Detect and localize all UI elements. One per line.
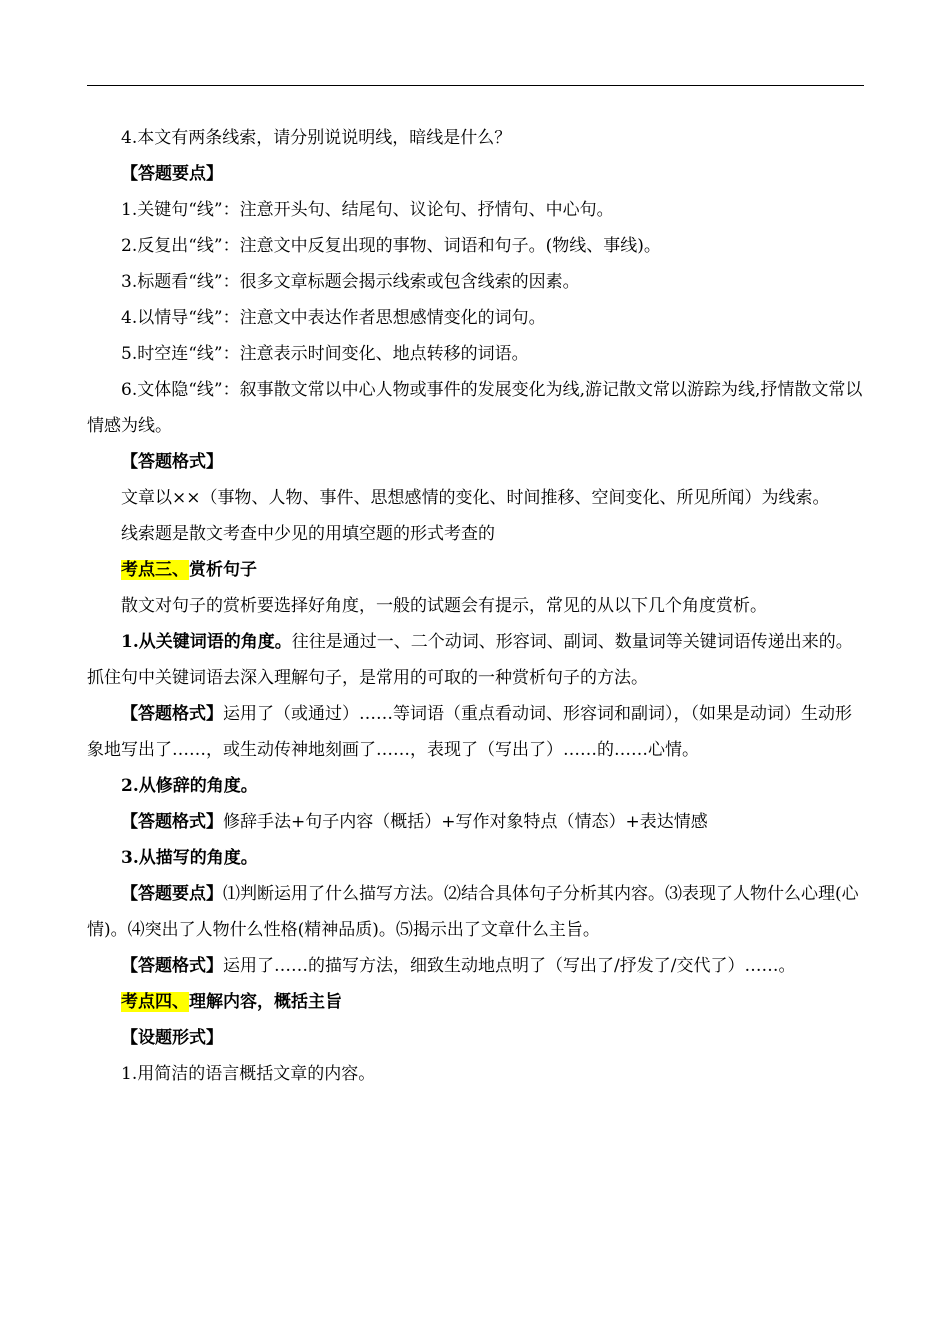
angle-3-points-label: 【答题要点】 [121, 884, 223, 904]
point-3: 3.标题看“线”：很多文章标题会揭示线索或包含线索的因素。 [121, 272, 580, 292]
section-4-title: 理解内容，概括主旨 [189, 992, 342, 1012]
angle-3-title: 3.从描写的角度。 [121, 848, 258, 868]
angle-3-points [87, 876, 867, 948]
question-4: 4.本文有两条线索，请分别说说明线，暗线是什么？ [121, 128, 512, 148]
question-form-heading: 【设题形式】 [121, 1028, 223, 1048]
angle-3-points-text: ⑴判断运用了什么描写方法。⑵结合具体句子分析其内容。⑶表现了人物什么心理(心情)。⑷突出了人物什么性格(精神品质)。⑸揭示出了文章什么主旨。 [87, 884, 859, 940]
angle-1-format [87, 696, 867, 768]
angle-1-title: 1.从关键词语的角度。 [121, 632, 292, 652]
point-1: 1.关键句“线”：注意开头句、结尾句、议论句、抒情句、中心句。 [121, 200, 614, 220]
section-4-heading [87, 984, 867, 1020]
angle-1 [87, 624, 867, 696]
point-6: 6.文体隐“线”：叙事散文常以中心人物或事件的发展变化为线,游记散文常以游踪为线,抒情散文常以情感为线。 [87, 380, 863, 436]
header-rule [87, 85, 864, 86]
angle-2-format-label: 【答题格式】 [121, 812, 223, 832]
format-text: 文章以××（事物、人物、事件、思想感情的变化、时间推移、空间变化、所见所闻）为线索。 [121, 488, 830, 508]
section-3-heading [87, 552, 867, 588]
document-body [87, 120, 867, 1092]
angle-1-text: 往往是通过一、二个动词、形容词、副词、数量词等关键词语传递出来的。抓住句中关键词语去深入理解句子，是常用的可取的一种赏析句子的方法。 [87, 632, 853, 688]
point-4: 4.以情导“线”：注意文中表达作者思想感情变化的词句。 [121, 308, 546, 328]
angle-3-format [87, 948, 867, 984]
section-3-intro: 散文对句子的赏析要选择好角度，一般的试题会有提示，常见的从以下几个角度赏析。 [121, 596, 767, 616]
section-4-tag: 考点四、 [121, 992, 189, 1012]
point-2: 2.反复出“线”：注意文中反复出现的事物、词语和句子。(物线、事线)。 [121, 236, 661, 256]
section-3-tag: 考点三、 [121, 560, 189, 580]
angle-1-format-text: 运用了（或通过）……等词语（重点看动词、形容词和副词），（如果是动词）生动形象地写出了……，或生动传神地刻画了……，表现了（写出了）……的……心情。 [87, 704, 852, 760]
angle-2-title: 2.从修辞的角度。 [121, 776, 258, 796]
angle-2-format-text: 修辞手法+句子内容（概括）+写作对象特点（情态）+表达情感 [223, 812, 708, 832]
angle-1-format-label: 【答题格式】 [121, 704, 223, 724]
point-5: 5.时空连“线”：注意表示时间变化、地点转移的词语。 [121, 344, 529, 364]
format-heading: 【答题格式】 [121, 452, 223, 472]
section-3-title: 赏析句子 [189, 560, 257, 580]
angle-2-format [87, 804, 867, 840]
angle-3-format-label: 【答题格式】 [121, 956, 223, 976]
clue-note: 线索题是散文考查中少见的用填空题的形式考查的 [121, 524, 495, 544]
points-heading: 【答题要点】 [121, 164, 223, 184]
angle-3-format-text: 运用了……的描写方法，细致生动地点明了（写出了/抒发了/交代了）……。 [223, 956, 796, 976]
question-form-1: 1.用简洁的语言概括文章的内容。 [121, 1064, 376, 1084]
